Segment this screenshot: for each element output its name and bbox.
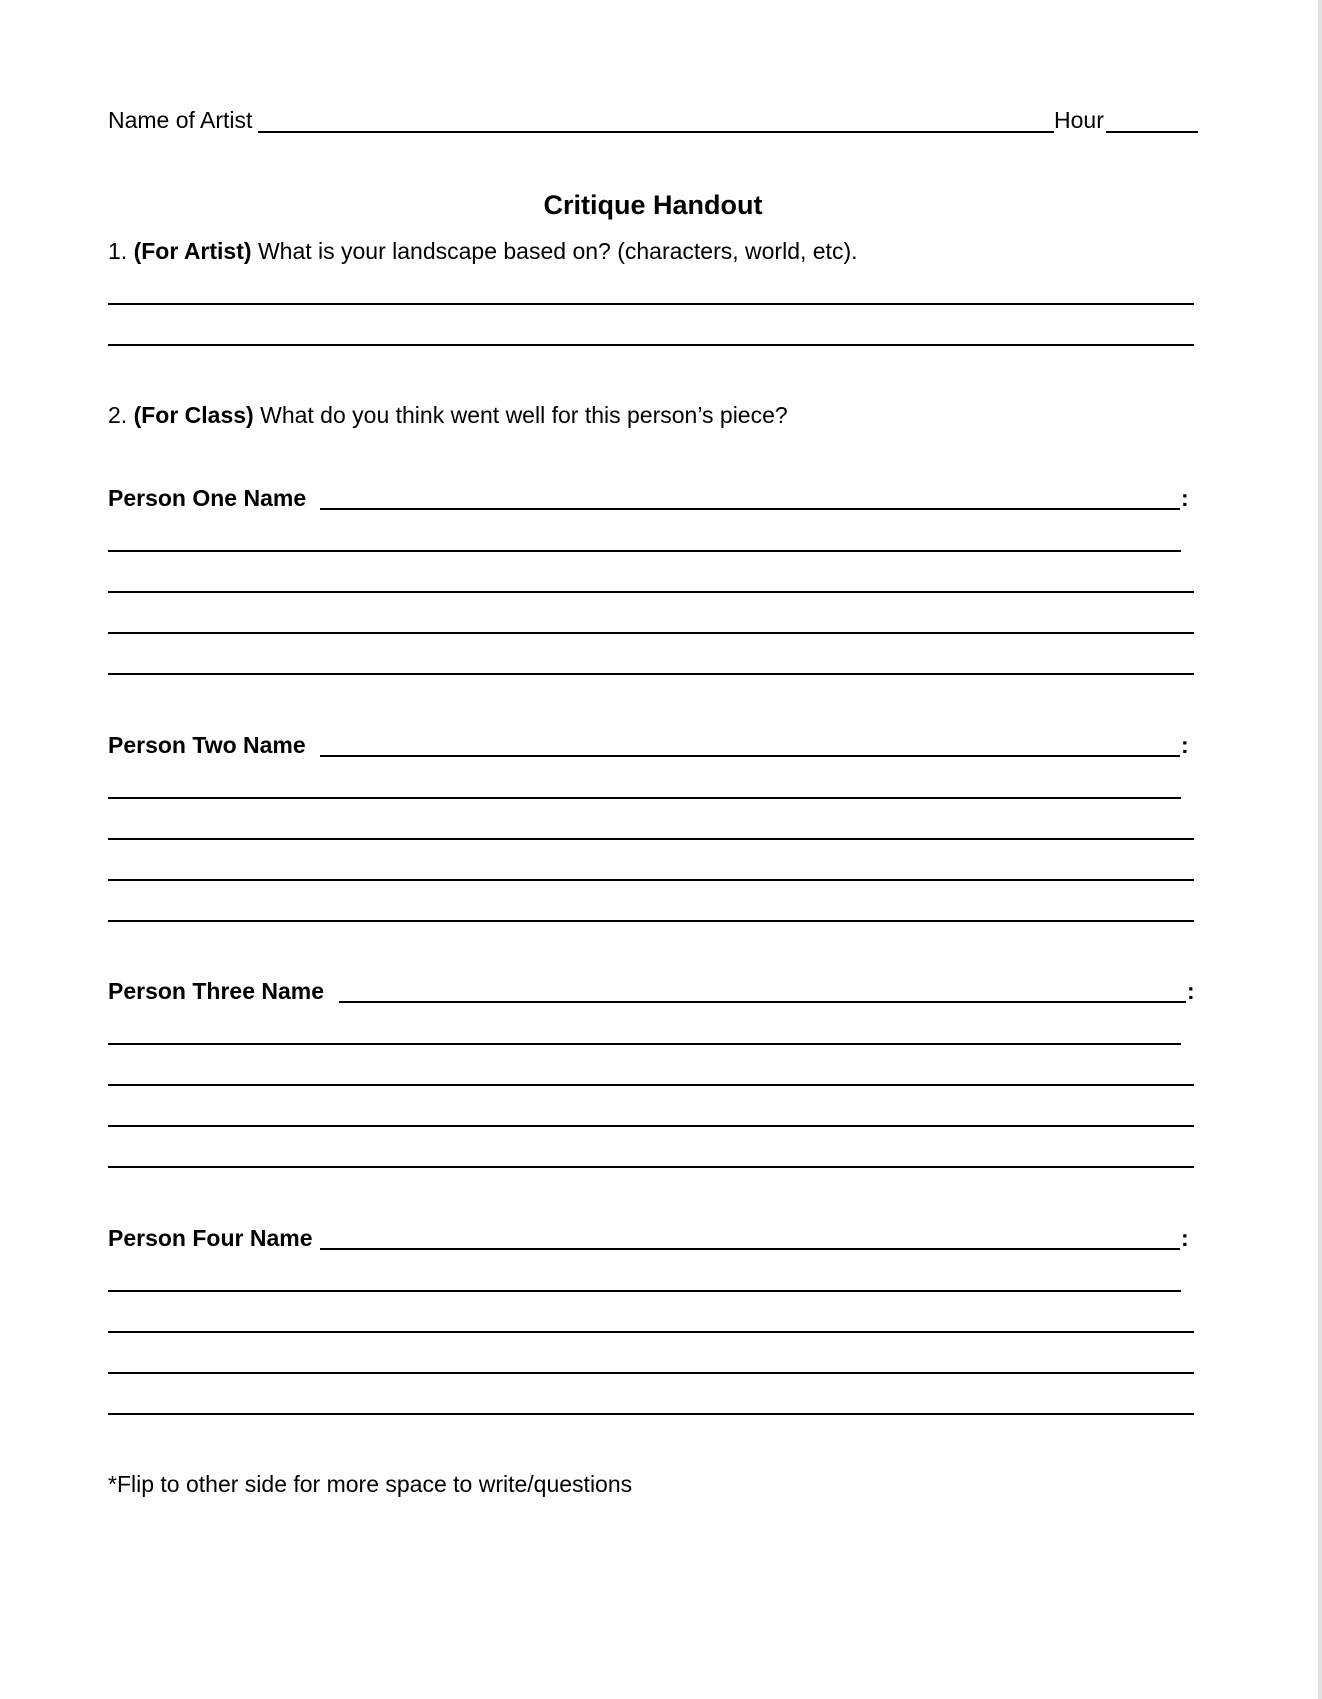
artist-name-label: Name of Artist xyxy=(108,107,253,133)
page-edge xyxy=(1318,0,1322,1699)
answer-line[interactable] xyxy=(108,344,1194,346)
artist-name-field[interactable] xyxy=(258,131,1054,133)
footer-note: *Flip to other side for more space to write/questions xyxy=(108,1471,633,1497)
question-1-audience: (For Artist) xyxy=(133,238,252,264)
question-2-text: What do you think went well for this person’s piece? xyxy=(260,402,788,428)
person-three-name-field[interactable] xyxy=(339,1001,1186,1003)
person-two-label: Person Two Name xyxy=(108,732,306,758)
question-2-number: 2. xyxy=(108,402,128,428)
comment-line[interactable] xyxy=(108,1166,1194,1168)
comment-line[interactable] xyxy=(108,1331,1194,1333)
person-three-colon: : xyxy=(1187,978,1195,1004)
hour-label: Hour xyxy=(1054,107,1104,133)
question-1-text: What is your landscape based on? (characters, world, etc). xyxy=(257,238,858,264)
comment-line[interactable] xyxy=(108,591,1194,593)
person-two-name-field[interactable] xyxy=(320,755,1180,757)
page-title: Critique Handout xyxy=(543,190,763,220)
comment-line[interactable] xyxy=(108,550,1181,552)
person-four-name-field[interactable] xyxy=(320,1248,1180,1250)
person-one-name-field[interactable] xyxy=(320,508,1180,510)
person-three-label: Person Three Name xyxy=(108,978,325,1004)
comment-line[interactable] xyxy=(108,1125,1194,1127)
comment-line[interactable] xyxy=(108,920,1194,922)
person-one-label: Person One Name xyxy=(108,485,307,511)
person-two-colon: : xyxy=(1181,732,1189,758)
answer-line[interactable] xyxy=(108,303,1194,305)
comment-line[interactable] xyxy=(108,673,1194,675)
hour-field[interactable] xyxy=(1106,131,1198,133)
comment-line[interactable] xyxy=(108,797,1181,799)
person-four-label: Person Four Name xyxy=(108,1225,313,1251)
question-1 xyxy=(108,237,858,265)
comment-line[interactable] xyxy=(108,1372,1194,1374)
question-2 xyxy=(108,401,788,429)
comment-line[interactable] xyxy=(108,879,1194,881)
comment-line[interactable] xyxy=(108,632,1194,634)
person-one-colon: : xyxy=(1181,485,1189,511)
person-four-colon: : xyxy=(1181,1225,1189,1251)
comment-line[interactable] xyxy=(108,1290,1181,1292)
comment-line[interactable] xyxy=(108,838,1194,840)
question-2-audience: (For Class) xyxy=(133,402,254,428)
comment-line[interactable] xyxy=(108,1043,1181,1045)
question-1-number: 1. xyxy=(108,238,128,264)
comment-line[interactable] xyxy=(108,1084,1194,1086)
comment-line[interactable] xyxy=(108,1413,1194,1415)
